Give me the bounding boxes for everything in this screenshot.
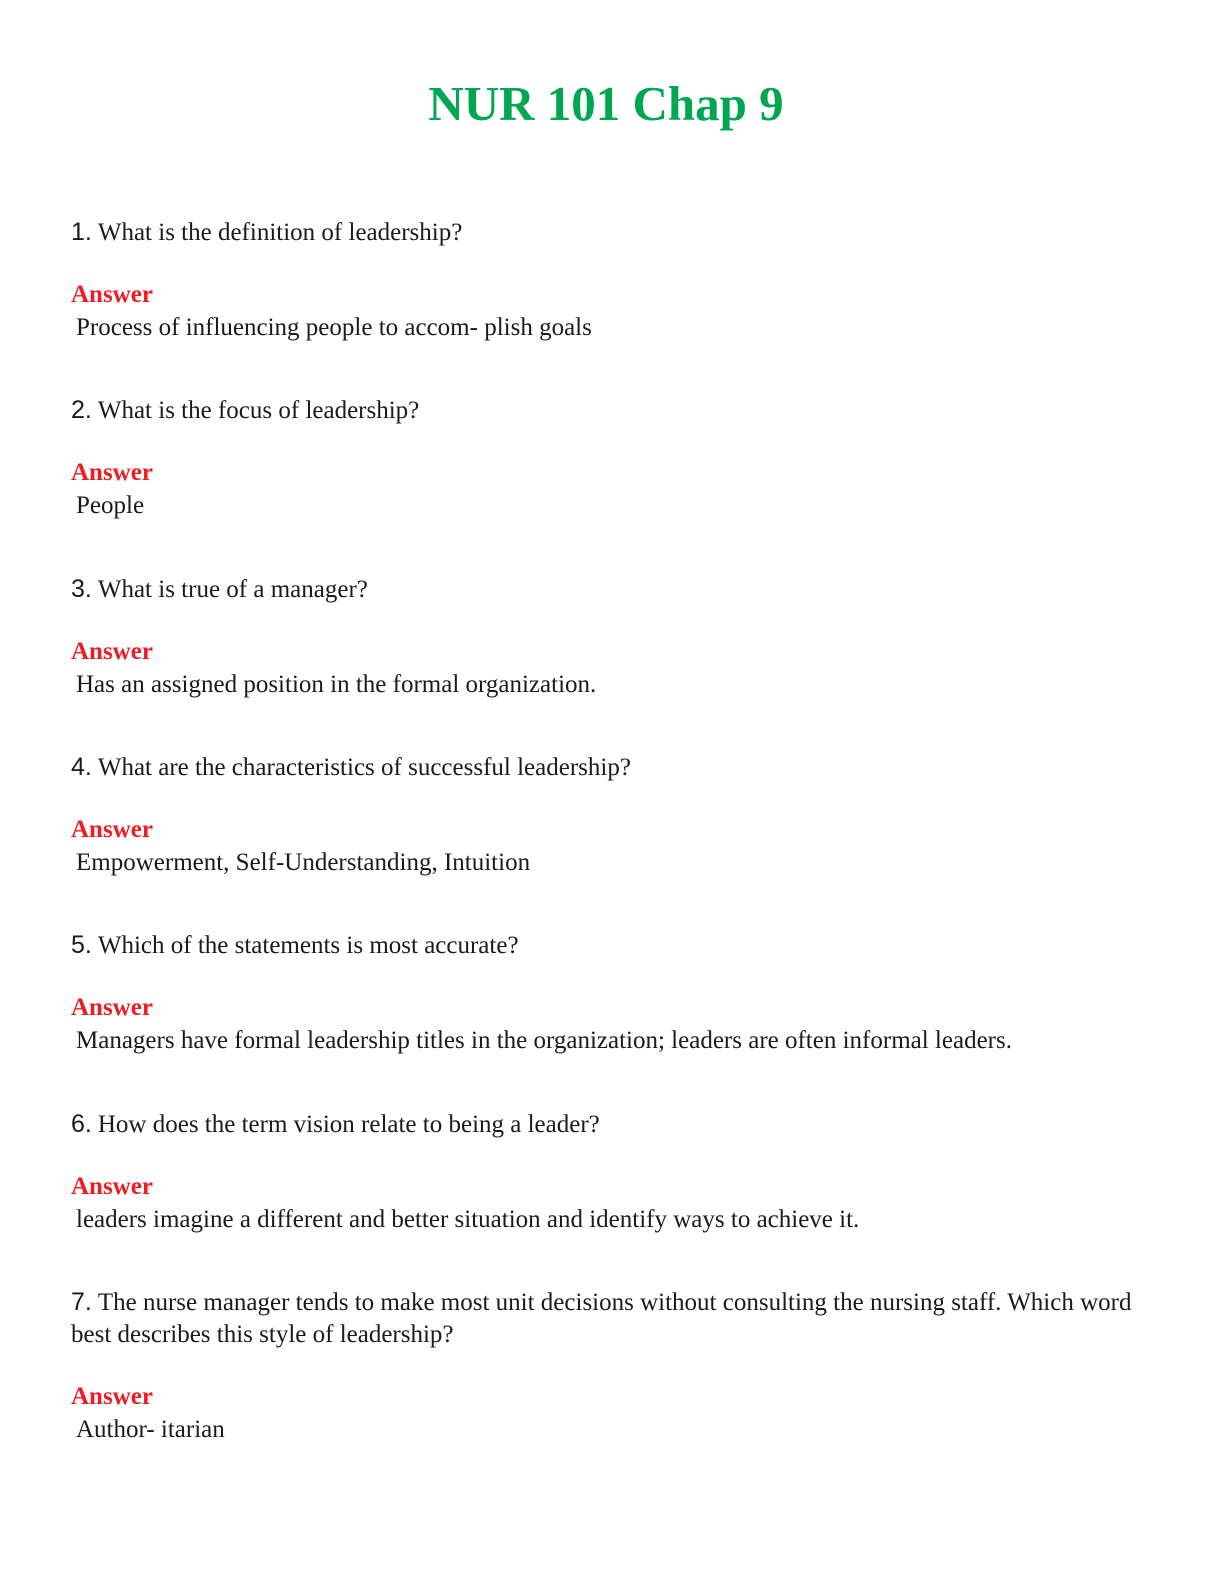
question-text: Which of the statements is most accurate? xyxy=(97,932,519,959)
question xyxy=(71,394,1151,427)
answer-label: Answer xyxy=(71,1383,153,1410)
answer-text: leaders imagine a different and better situation and identify ways to achieve it. xyxy=(76,1206,860,1233)
answer-text: People xyxy=(76,492,145,519)
question xyxy=(71,1286,1151,1351)
answer-label: Answer xyxy=(71,281,153,308)
question-text: What are the characteristics of successful leadership? xyxy=(97,754,631,781)
question xyxy=(71,929,1151,962)
answer-label: Answer xyxy=(71,1173,153,1200)
question-number: 1. xyxy=(71,218,92,246)
question-item xyxy=(71,394,1151,534)
question-number: 2. xyxy=(71,396,92,424)
answer-text: Process of influencing people to accom- plish goals xyxy=(76,314,592,341)
question-text: What is the focus of leadership? xyxy=(97,397,420,424)
question-number: 5. xyxy=(71,931,92,959)
question-number: 3. xyxy=(71,575,92,603)
question-item xyxy=(71,573,1151,713)
answer-label: Answer xyxy=(71,459,153,486)
question-text: What is true of a manager? xyxy=(97,576,368,603)
question-text: How does the term vision relate to being a leader? xyxy=(97,1111,600,1138)
question-number: 4. xyxy=(71,753,92,781)
question-item xyxy=(71,1286,1151,1456)
answer-label: Answer xyxy=(71,994,153,1021)
answer-text: Author- itarian xyxy=(76,1416,225,1443)
question xyxy=(71,573,1151,606)
question xyxy=(71,751,1151,784)
answer-label: Answer xyxy=(71,816,153,843)
question-text: What is the definition of leadership? xyxy=(97,219,463,246)
question-item xyxy=(71,1108,1151,1248)
question-number: 6. xyxy=(71,1110,92,1138)
answer-text: Has an assigned position in the formal organization. xyxy=(76,671,597,698)
page-title: NUR 101 Chap 9 xyxy=(428,76,784,131)
question xyxy=(71,216,1151,249)
question-text: The nurse manager tends to make most unit decisions without consulting the nursing staff. Which word best describes this style of leadership? xyxy=(71,1289,1132,1348)
question-item xyxy=(71,751,1151,891)
question-item xyxy=(71,929,1151,1069)
question-number: 7. xyxy=(71,1288,92,1316)
answer-text: Empowerment, Self-Understanding, Intuition xyxy=(76,849,531,876)
question xyxy=(71,1108,1151,1141)
question-item xyxy=(71,216,1151,356)
answer-text: Managers have formal leadership titles in the organization; leaders are often informal leaders. xyxy=(76,1027,1012,1054)
answer-label: Answer xyxy=(71,638,153,665)
